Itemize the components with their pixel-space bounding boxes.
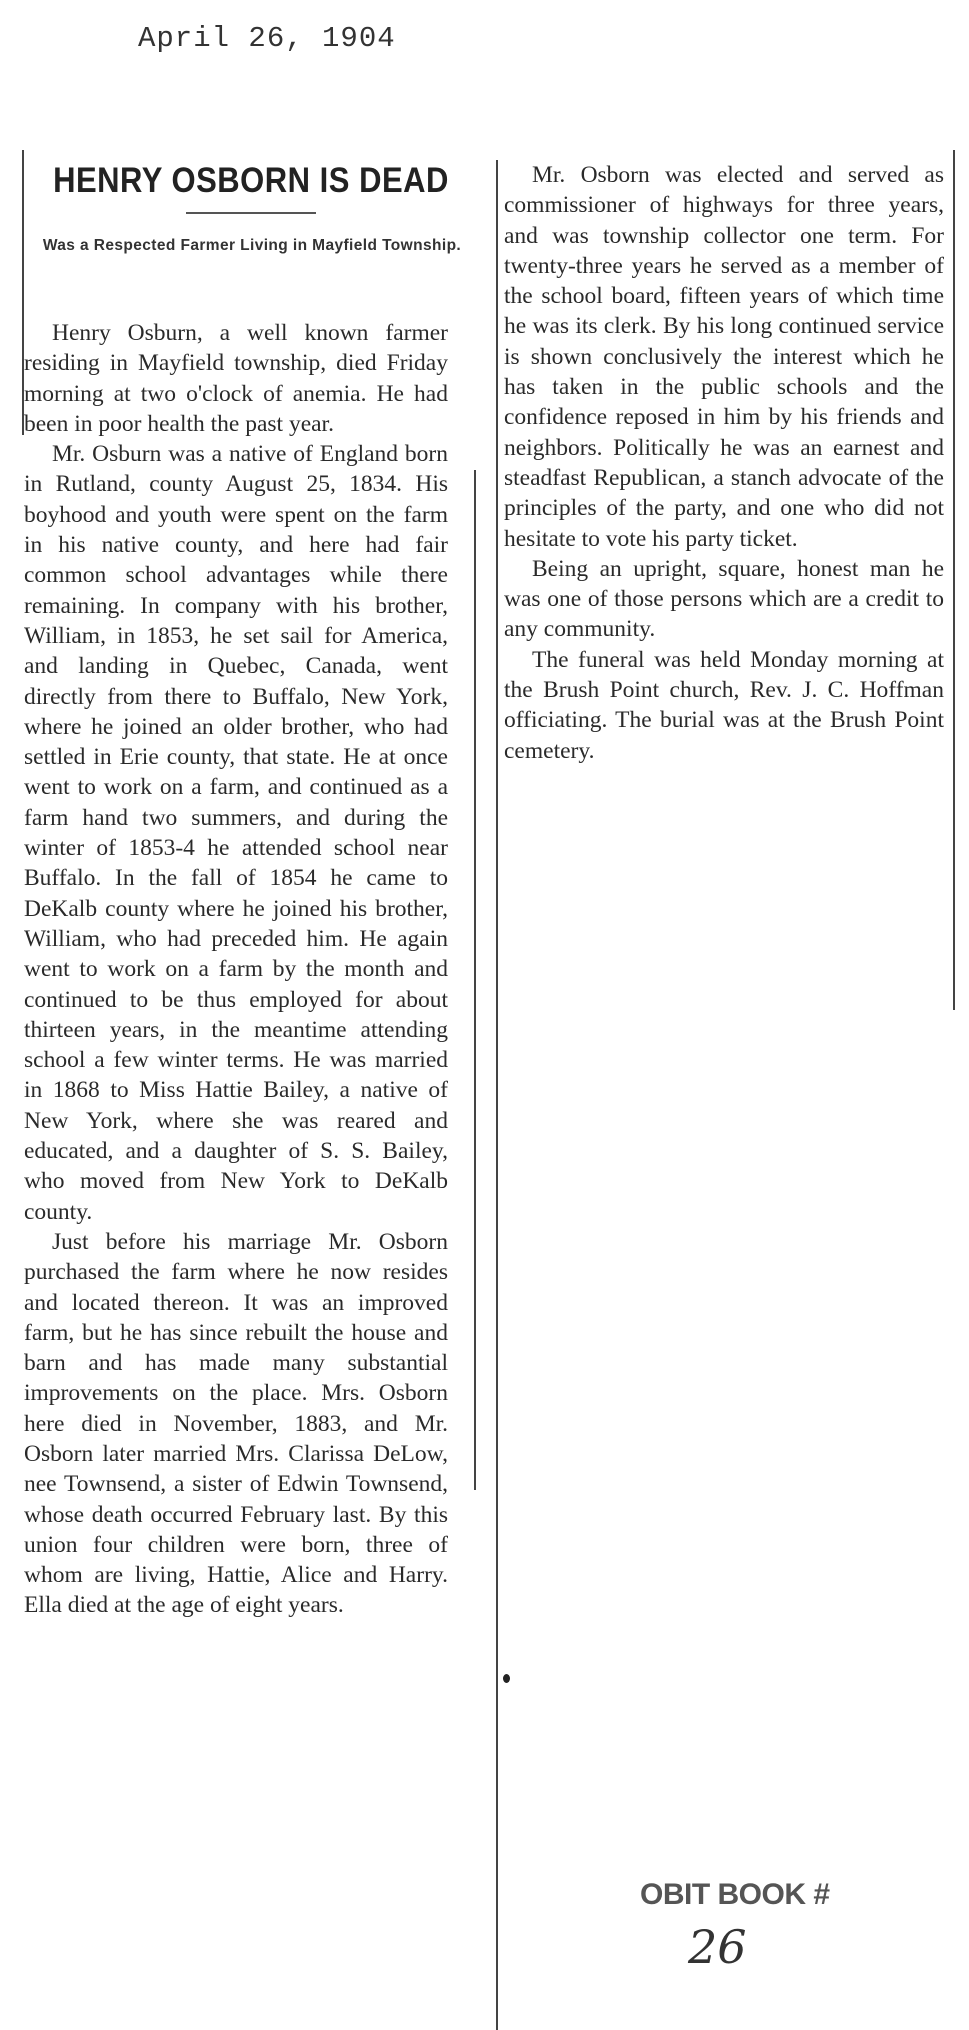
obit-book-stamp: OBIT BOOK # (640, 1878, 830, 1911)
article-paragraph: Just before his marriage Mr. Osborn purchased the farm where he now resides and located thereon. It was an improved farm, but he has since rebuilt the house and barn and has made many substantial improvements on the place. Mrs. Osborn here died in November, 1883, and Mr. Osborn later married Mrs. Clarissa DeLow, nee Townsend, a sister of Edwin Townsend, whose death occurred February last. By this union four children were born, three of whom are living, Hattie, Alice and Harry. Ella died at the age of eight years. (24, 1228, 448, 1619)
article-headline: HENRY OSBORN IS DEAD (53, 160, 449, 201)
article-paragraph: Henry Osburn, a well known farmer residing in Mayfield township, died Friday morning at two o'clock of anemia. He had been in poor health the past year. (24, 320, 448, 437)
article-paragraph: Being an upright, square, honest man he was one of those persons which are a credit to any community. (504, 555, 944, 643)
article-paragraph: Mr. Osborn was elected and served as commissioner of highways for three years, and was township collector one term. For twenty-three years he served as a member of the school board, fifteen years of which time he was its clerk. By his long continued service is shown conclusively the interest which he has taken in the public schools and the confidence reposed in him by his friends and neighbors. Politically he was an earnest and steadfast Republican, a stanch advocate of the principles of the party, and one who did not hesitate to vote his party ticket. (504, 162, 944, 552)
ink-speck (503, 1674, 510, 1683)
obit-book-number: 26 (688, 1920, 747, 1974)
article-paragraph: Mr. Osburn was a native of England born in Rutland, county August 25, 1834. His boyhood and youth were spent on the farm in his native county, and here had fair common school advantages while there remaining. In company with his brother, William, in 1853, he set sail for America, and landing in Quebec, Canada, went directly from there to Buffalo, New York, where he joined an older brother, who had settled in Erie county, that state. He at once went to work on a farm, and continued as a farm hand two summers, and during the winter of 1853-4 he attended school near Buffalo. In the fall of 1854 he came to DeKalb county where he joined his brother, William, who had preceded him. He again went to work on a farm by the month and continued to be thus employed for about thirteen years, in the meantime attending school a few winter terms. He was married in 1868 to Miss Hattie Bailey, a native of New York, where she was reared and educated, and a daughter of S. S. Bailey, who moved from New York to DeKalb county. (24, 441, 448, 1225)
column-divider-rule (496, 160, 498, 2030)
article-paragraph: The funeral was held Monday morning at the Brush Point church, Rev. J. C. Hoffman officiating. The burial was at the Brush Point cemetery. (504, 646, 944, 764)
left-column-inner-rule (474, 470, 476, 1490)
article-column-right (504, 160, 944, 766)
right-border-rule (953, 150, 955, 1010)
article-subheadline: Was a Respected Farmer Living in Mayfield Township. (42, 237, 462, 254)
article-column-left (24, 318, 448, 1621)
headline-rule (186, 212, 316, 214)
clipping-date: April 26, 1904 (138, 22, 396, 55)
